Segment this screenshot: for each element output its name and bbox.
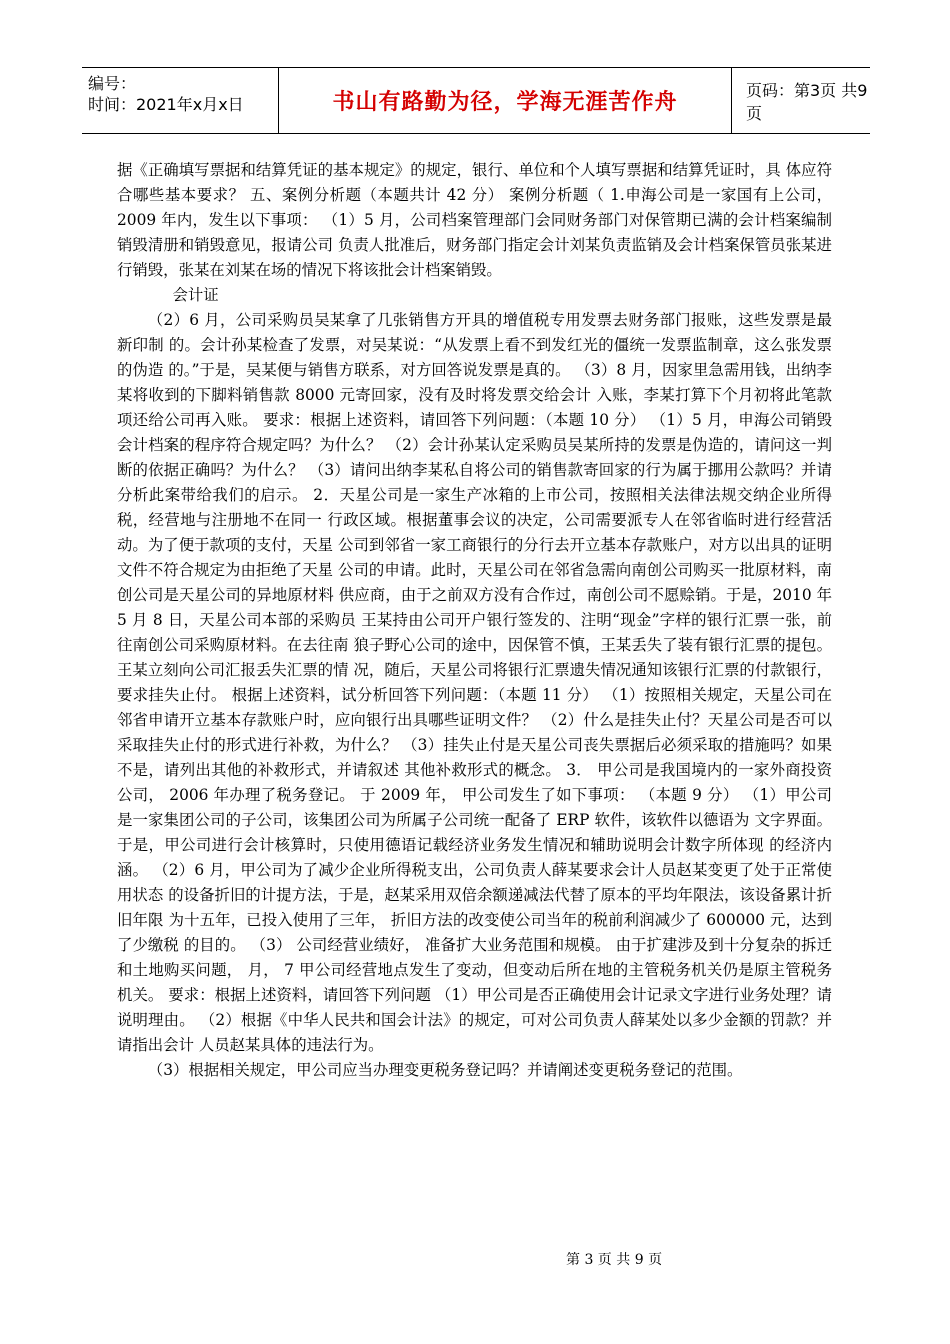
- header-motto: 书山有路勤为径，学海无涯苦作舟: [332, 90, 678, 115]
- body-paragraph: 会计证: [172, 286, 219, 304]
- page-footer: 第 3 页 共 9 页: [566, 1252, 663, 1268]
- document-date-label: 时间：2021年x月x日: [88, 95, 244, 114]
- body-paragraph: （3）根据相关规定，甲公司应当办理变更税务登记吗？并请阐述变更税务登记的范围。: [147, 1061, 743, 1079]
- page-header: [82, 67, 870, 134]
- document-number-label: 编号：: [88, 74, 137, 93]
- body-paragraph: 据《正确填写票据和结算凭证的基本规定》的规定，银行、单位和个人填写票据和结算凭证时，具 体应符合哪些基本要求？ 五、案例分析题（本题共计 42 分） 案例分析题（ 1.申海公司是一家国有上公司，2009 年内，发生以下事项： （1）5 月，公司档案管理部门会同财务部门对保管期已满的会计档案编制销毁清册和销毁意见，报请公司 负责人批准后，财务部门指定会计刘某负责监销及会计档案保管员张某进行销毁，张某在刘某在场的情况下将该批会计档案销毁。: [117, 161, 832, 279]
- body-paragraph: （2）6 月，公司采购员吴某拿了几张销售方开具的增值税专用发票去财务部门报账，这些发票是最新印制 的。会计孙某检查了发票，对吴某说：“从发票上看不到发红光的僵统一发票监制章，这么张发票的伪造 的。”于是，吴某便与销售方联系，对方回答说发票是真的。 （3）8 月，因家里急需用钱，出纳李某将收到的下脚料销售款 8000 元寄回家，没有及时将发票交给会计 入账，李某打算下个月初将此笔款项还给公司再入账。 要求：根据上述资料，请回答下列问题：（本题 10 分） （1）5 月，申海公司销毁会计档案的程序符合规定吗？为什么？ （2）会计孙某认定采购员吴某所持的发票是伪造的，请问这一判断的依据正确吗？为什么？ （3）请问出纳李某私自将公司的销售款寄回家的行为属于挪用公款吗？并请分析此案带给我们的启示。 2．天星公司是一家生产冰箱的上市公司，按照相关法律法规交纳企业所得税，经营地与注册地不在同一 行政区域。根据董事会议的决定，公司需要派专人在邻省临时进行经营活动。为了便于款项的支付，天星 公司到邻省一家工商银行的分行去开立基本存款账户，对方以出具的证明文件不符合规定为由拒绝了天星 公司的申请。此时，天星公司在邻省急需向南创公司购买一批原材料，南创公司是天星公司的异地原材料 供应商，由于之前双方没有合作过，南创公司不愿赊销。于是，2010 年 5 月 8 日，天星公司本部的采购员 王某持由公司开户银行签发的、注明“现金”字样的银行汇票一张，前往南创公司采购原材料。在去往南 狼子野心公司的途中，因保管不慎，王某丢失了装有银行汇票的提包。王某立刻向公司汇报丢失汇票的情 况，随后，天星公司将银行汇票遗失情况通知该银行汇票的付款银行，要求挂失止付。 根据上述资料，试分析回答下列问题：（本题 11 分） （1）按照相关规定，天星公司在邻省申请开立基本存款账户时，应向银行出具哪些证明文件？ （2）什么是挂失止付？天星公司是否可以采取挂失止付的形式进行补救，为什么？ （3）挂失止付是天星公司丧失票据后必须采取的措施吗？如果不是，请列出其他的补救形式，并请叙述 其他补救形式的概念。 3． 甲公司是我国境内的一家外商投资公司， 2006 年办理了税务登记。 于 2009 年， 甲公司发生了如下事项： （本题 9 分） （1）甲公司是一家集团公司的子公司，该集团公司为所属子公司统一配备了 ERP 软件，该软件以德语为 文字界面。于是，甲公司进行会计核算时，只使用德语记载经济业务发生情况和辅助说明会计数字所体现 的经济内涵。 （2）6 月，甲公司为了减少企业所得税支出，公司负责人薛某要求会计人员赵某变更了处于正常使用状态 的设备折旧的计提方法，于是，赵某采用双倍余额递减法代替了原本的平均年限法，该设备累计折旧年限 为十五年，已投入使用了三年， 折旧方法的改变使公司当年的税前利润减少了 600000 元，达到了少缴税 的目的。 （3） 公司经营业绩好， 准备扩大业务范围和规模。 由于扩建涉及到十分复杂的拆迁和土地购买问题， 月， 7 甲公司经营地点发生了变动，但变动后所在地的主管税务机关仍是原主管税务机关。 要求：根据上述资料，请回答下列问题 （1）甲公司是否正确使用会计记录文字进行业务处理？请说明理由。 （2）根据《中华人民共和国会计法》的规定，可对公司负责人薛某处以多少金额的罚款？并请指出会计 人员赵某具体的违法行为。: [117, 311, 832, 1054]
- document-body: [117, 158, 832, 1083]
- header-page-number: 页码：第3页 共9页: [746, 80, 868, 123]
- header-meta: [82, 68, 278, 133]
